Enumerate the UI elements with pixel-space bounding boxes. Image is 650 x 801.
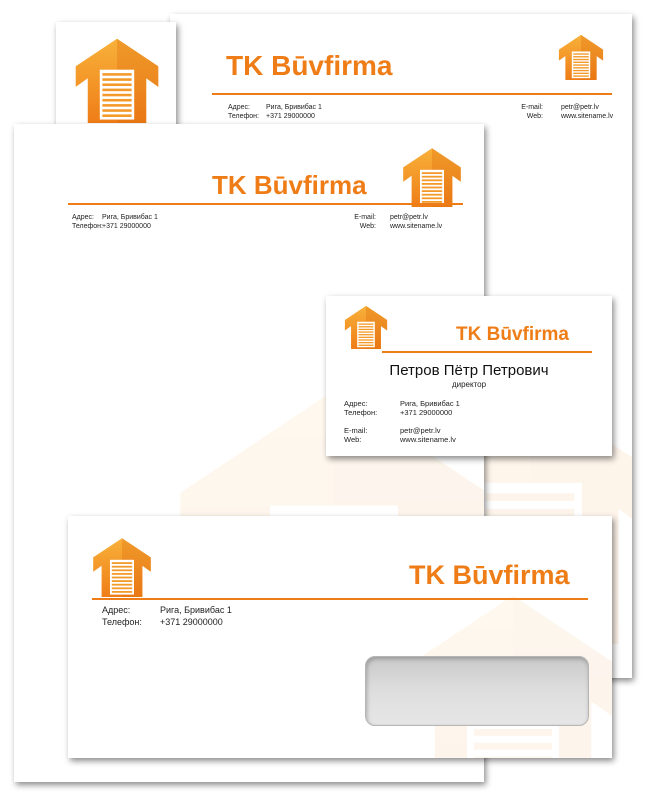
house-logo-icon xyxy=(344,302,388,352)
logo-card xyxy=(56,22,176,140)
web-label: Web: xyxy=(359,223,376,230)
address-block xyxy=(344,399,460,417)
address-value: Рига, Бривибас 1 xyxy=(400,399,460,408)
card-rule xyxy=(382,351,592,353)
brand-name: TK Būvfirma xyxy=(409,560,570,590)
online-block xyxy=(505,103,613,121)
address-label: Адрес: xyxy=(102,605,131,615)
address-label: Адрес: xyxy=(344,399,368,408)
header-rule xyxy=(212,93,612,95)
address-label: Адрес: xyxy=(228,104,250,111)
address-label: Адрес: xyxy=(72,214,94,221)
online-block xyxy=(344,426,456,444)
business-card xyxy=(326,296,612,456)
house-logo-icon xyxy=(402,146,462,208)
brand-name: TK Būvfirma xyxy=(456,324,569,345)
phone-value: +371 29000000 xyxy=(400,408,453,417)
address-window xyxy=(365,656,589,726)
online-block xyxy=(352,213,442,231)
web-label: Web: xyxy=(344,435,362,444)
address-block xyxy=(102,604,232,628)
email-label: E-mail: xyxy=(344,426,368,435)
phone-value: +371 29000000 xyxy=(266,113,315,120)
house-logo-icon xyxy=(92,536,152,598)
brand-name: TK Būvfirma xyxy=(226,50,393,81)
phone-value: +371 29000000 xyxy=(102,223,151,230)
brand-name: TK Būvfirma xyxy=(212,170,367,200)
person-position: директор xyxy=(451,380,487,389)
phone-value: +371 29000000 xyxy=(160,617,223,627)
address-value: Рига, Бривибас 1 xyxy=(266,104,322,111)
address-value: Рига, Бривибас 1 xyxy=(160,605,232,615)
house-logo-icon xyxy=(558,32,604,82)
header-rule xyxy=(68,203,463,205)
header-rule xyxy=(92,598,588,600)
web-value: www.sitename.lv xyxy=(561,113,614,120)
email-label: E-mail: xyxy=(521,104,543,111)
address-block xyxy=(228,103,322,121)
web-value: www.sitename.lv xyxy=(400,435,456,444)
phone-label: Телефон: xyxy=(344,408,378,417)
email-value: petr@petr.lv xyxy=(561,104,599,111)
address-value: Рига, Бривибас 1 xyxy=(102,214,158,221)
email-value: petr@petr.lv xyxy=(400,426,441,435)
house-logo-icon xyxy=(74,34,160,126)
phone-label: Телефон: xyxy=(102,617,142,627)
email-value: petr@petr.lv xyxy=(390,214,428,221)
phone-label: Телефон: xyxy=(228,113,259,120)
address-block xyxy=(72,213,158,231)
web-label: Web: xyxy=(526,113,543,120)
person-name: Петров Пётр Петрович xyxy=(389,362,549,379)
phone-label: Телефон: xyxy=(72,223,103,230)
web-value: www.sitename.lv xyxy=(390,223,443,230)
envelope xyxy=(68,516,612,758)
email-label: E-mail: xyxy=(354,214,376,221)
